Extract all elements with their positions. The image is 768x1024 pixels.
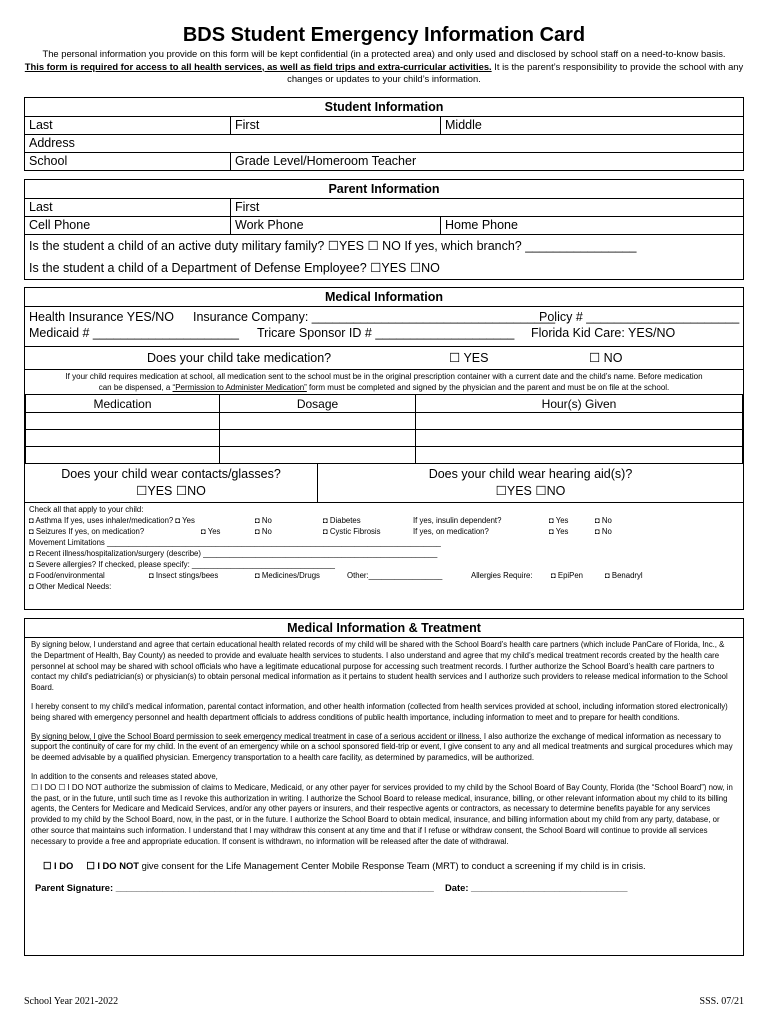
student-grade-field[interactable]: Grade Level/Homeroom Teacher [230,153,743,170]
col-medication: Medication [26,395,220,413]
student-first-field[interactable]: First [230,117,440,134]
food-checkbox[interactable]: ◘ Food/environmental [29,571,105,580]
table-row [26,413,743,430]
medication-no-checkbox[interactable]: ☐ NO [589,351,623,365]
hours-cell[interactable] [416,413,743,430]
dosage-cell[interactable] [220,447,416,464]
drugs-checkbox[interactable]: ◘ Medicines/Drugs [255,571,320,580]
medication-notice [25,369,743,394]
parent-cell-field[interactable]: Cell Phone [29,218,91,232]
intro-line2: It is the parent’s responsibility to provide the school with any changes or updates to your child’s information. [287,60,744,84]
policy-field[interactable]: Policy # ______________________ [539,310,740,324]
diabetes-checkbox[interactable]: ◘ Diabetes [323,516,361,525]
student-section [24,97,744,171]
seizures-no-checkbox[interactable]: ◘ No [255,527,272,536]
parent-signature-field[interactable]: Parent Signature: _____________________________________________________________ [35,881,434,893]
treatment-paragraph-1: By signing below, I understand and agree that certain educational health related records of my child will be shared with the School Board’s health care partners (which include PanCare of Florida, Inc., & the Department of Health, Bay County) as needed to provide and evaluate health services to students. I also understand and agree that my child’s medical treatment records created by the health care personnel at school may be shared with school officials who have a legitimate educational purpose for accessing such treatment records. I further authorize the School Board’s health care partners to contact my child’s pediatrician(s) or physician(s) to obtain personal medical information as it pertains to student health services and I authorize such providers to release medical information to the School Board. [31,640,728,693]
checklist-title: Check all that apply to your child: [29,505,144,514]
form-code: SSS. 07/21 [699,996,744,1007]
treatment-section [24,618,744,956]
military-question[interactable]: Is the student a child of an active duty military family? ☐YES ☐ NO If yes, which branch? ________________ [25,234,743,257]
treatment-paragraph-3 [25,732,743,764]
treatment-paragraph-4a: In addition to the consents and releases stated above, [31,771,218,781]
student-header: Student Information [25,98,743,117]
insulin-yes-checkbox[interactable]: ◘ Yes [549,516,569,525]
insurance-yes-no[interactable]: Health Insurance YES/NO [29,310,174,324]
emergency-consent-text: By signing below, I give the School Board permission to seek emergency medical treatment in case of a serious accident or illness. [31,731,482,741]
medication-cell[interactable] [26,447,220,464]
cf-med-question: If yes, on medication? [413,527,489,536]
tricare-field[interactable]: Tricare Sponsor ID # ____________________ [257,326,515,340]
dod-question[interactable]: Is the student a child of a Department of Defense Employee? ☐YES ☐NO [29,261,440,275]
student-last-field[interactable]: Last [29,118,53,132]
recent-illness-field[interactable]: ◘ Recent illness/hospitalization/surgery (describe) ______________________________________________________ [29,549,438,558]
medication-yes-checkbox[interactable]: ☐ YES [449,351,489,365]
parent-work-field[interactable]: Work Phone [230,217,440,234]
cf-no-checkbox[interactable]: ◘ No [595,527,612,536]
hearing-question: Does your child wear hearing aid(s)? [428,467,633,481]
billing-consent-paragraph[interactable]: ☐ I DO ☐ I DO NOT authorize the submission of claims to Medicare, Medicaid, or any other payer for services provided to my child by the School Board of Bay County, Florida (the “School Board”) now, in the past, or in the future, until such time as I revoke this authorization in writing. I authorize the School Board to release medical, insurance, billing, or other relevant information about my child to its billing agents, the Centers for Medicare and Medicaid Services, and/or any other payers or insurers, and their respective agents or contractors, as necessary to determine benefits payable for any services provided to my child by the School Board, now, in the past, or in the future. I authorize the School Board to obtain medical, insurance, and billing information about my child from any party, database, or other source that maintains such information. I understand that I may withdraw this consent at any time and that if I refuse or withdraw consent, the School Board will continue to provide all services necessary to provide a free and appropriate education. If consent is withdrawn, no information will be released after the date of withdrawal. [31,782,733,846]
school-year: School Year 2021-2022 [24,996,119,1007]
insulin-question: If yes, insulin dependent? [413,516,502,525]
conditions-checklist [25,503,743,599]
parent-home-field[interactable]: Home Phone [440,217,743,234]
treatment-paragraph-3-rest: I also authorize the exchange of medical information as necessary to support the continuity of care for my child. In the event of an emergency while on a school sponsored field-trip or event, I give consent to any and all medical treatments and surgical procedures which may be deemed advisable by a qualified physician. Emergency transportation to a health care facility, as determined by paramedics, will be authorized. [31,731,733,763]
dosage-cell[interactable] [220,430,416,447]
seizures-yes-checkbox[interactable]: ◘ Yes [201,527,221,536]
mrt-do-checkbox[interactable]: ☐ I DO [43,859,74,871]
student-middle-field[interactable]: Middle [440,117,743,134]
notice-line1: If your child requires medication at school, all medication sent to the school must be in the original prescription container with a current date and the child’s name. Before medication [65,372,703,381]
parent-header: Parent Information [25,180,743,199]
contacts-question: Does your child wear contacts/glasses? [61,467,281,481]
hearing-yes-no[interactable]: ☐YES ☐NO [495,484,566,498]
intro-line1: The personal information you provide on this form will be kept confidential (in a protected area) and only used and disclosed by school staff on a need-to-know basis. [42,48,726,59]
cf-yes-checkbox[interactable]: ◘ Yes [549,527,569,536]
other-needs-field[interactable]: ◘ Other Medical Needs: [29,582,112,591]
insurance-company-field[interactable]: Insurance Company: ___________________________________ [193,310,556,324]
cystic-checkbox[interactable]: ◘ Cystic Fibrosis [323,527,381,536]
notice-form-name: “Permission to Administer Medication” [172,383,307,392]
allergies-require-label: Allergies Require: [471,571,533,580]
kidcare-yes-no[interactable]: Florida Kid Care: YES/NO [531,326,676,340]
treatment-paragraph-2: I hereby consent to my child’s medical information, parental contact information, and other health information (collected from health services provided at school, including information stored electronically) being shared with emergency personnel and health department officials to address conditions of public health importance, including information to meet and to prepare for health conditions. [31,701,728,722]
asthma-checkbox[interactable]: ◘ Asthma If yes, uses inhaler/medication? ◘ Yes [29,516,195,525]
insulin-no-checkbox[interactable]: ◘ No [595,516,612,525]
notice-line2c: form must be completed and signed by the physician and the parent and must be on file at the school. [306,383,670,392]
contacts-yes-no[interactable]: ☐YES ☐NO [136,484,206,498]
severe-allergies-field[interactable]: ◘ Severe allergies? If checked, please specify: _________________________________ [29,560,335,569]
table-row [26,447,743,464]
medication-cell[interactable] [26,430,220,447]
hours-cell[interactable] [416,430,743,447]
hours-cell[interactable] [416,447,743,464]
intro-text [20,48,748,86]
medical-header: Medical Information [25,288,743,307]
epipen-checkbox[interactable]: ◘ EpiPen [551,571,584,580]
benadryl-checkbox[interactable]: ◘ Benadryl [605,571,643,580]
parent-last-field[interactable]: Last [29,200,53,214]
table-row [26,430,743,447]
parent-section [24,179,744,280]
medication-table [25,394,743,464]
medicaid-field[interactable]: Medicaid # _____________________ [29,326,239,340]
movement-field[interactable]: Movement Limitations _____________________________________________________________________________ [29,538,441,547]
notice-line2a: can be dispensed, a [98,383,173,392]
col-hours: Hour(s) Given [416,395,743,413]
medication-cell[interactable] [26,413,220,430]
dosage-cell[interactable] [220,413,416,430]
other-allergy-field[interactable]: Other:_________________ [347,571,443,580]
treatment-header: Medical Information & Treatment [25,619,743,638]
mrt-consent-text: give consent for the Life Management Center Mobile Response Team (MRT) to conduct a screening if my child is in crisis. [139,859,646,871]
insect-checkbox[interactable]: ◘ Insect stings/bees [149,571,219,580]
col-dosage: Dosage [220,395,416,413]
mrt-donot-checkbox[interactable]: ☐ I DO NOT [86,859,139,871]
intro-required: This form is required for access to all health services, as well as field trips and extra-curricular activities. [24,60,492,72]
parent-first-field[interactable]: First [230,199,743,216]
student-school-field[interactable]: School [29,154,68,168]
medical-section [24,287,744,610]
form-title: BDS Student Emergency Information Card [182,24,586,46]
seizures-checkbox[interactable]: ◘ Seizures If yes, on medication? [29,527,145,536]
asthma-no-checkbox[interactable]: ◘ No [255,516,272,525]
student-address-field[interactable]: Address [29,136,75,150]
date-field[interactable]: Date: ______________________________ [445,881,628,893]
medication-question: Does your child take medication? [147,351,332,365]
